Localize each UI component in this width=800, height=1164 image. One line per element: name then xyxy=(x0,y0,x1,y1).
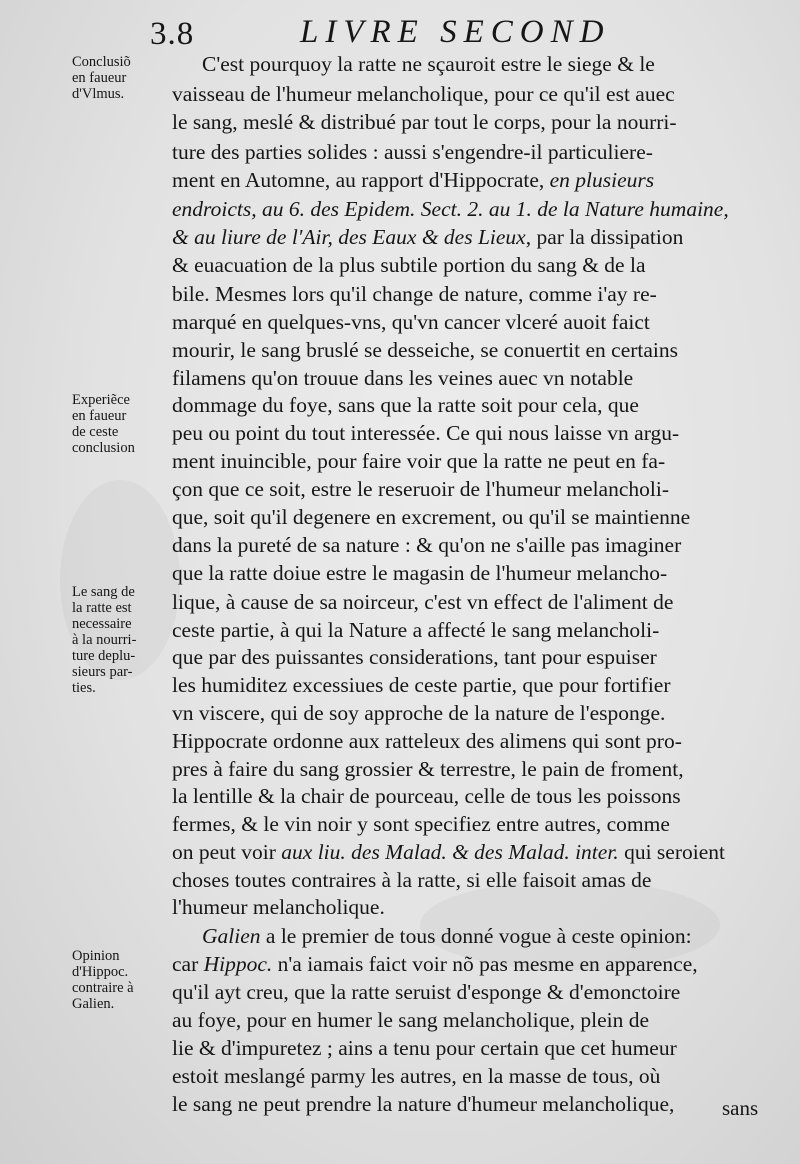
margin-note-line: d'Vlmus. xyxy=(72,86,125,102)
margin-note-line: sieurs par- xyxy=(72,664,133,680)
roman-segment: ment en Automne, au rapport d'Hippocrate, xyxy=(172,168,550,192)
text-line: vn viscere, qui de soy approche de la nature de l'esponge. xyxy=(172,701,666,725)
text-line: fermes, & le vin noir y sont specifiez entre autres, comme xyxy=(172,812,670,836)
roman-segment: qui seroient xyxy=(618,840,725,864)
catchword: sans xyxy=(722,1096,759,1120)
text-line: ture des parties solides : aussi s'engendre-il particuliere- xyxy=(172,140,653,164)
text-line: ment inuincible, pour faire voir que la ratte ne peut en fa- xyxy=(172,449,666,473)
text-line xyxy=(172,842,725,864)
text-line: peu ou point du tout interessée. Ce qui nous laisse vn argu- xyxy=(172,421,680,445)
italic-segment: Galien xyxy=(202,924,261,948)
page-number: 3.8 xyxy=(150,16,195,52)
margin-note-line: conclusion xyxy=(72,440,135,456)
margin-note-line: ture deplu- xyxy=(72,648,136,664)
italic-segment: endroicts, au 6. des Epidem. Sect. 2. au 1. de la Nature humaine, xyxy=(172,197,729,221)
margin-note-line: en faueur xyxy=(72,408,127,424)
text-line: les humiditez excessiues de ceste partie, que pour fortifier xyxy=(172,673,671,697)
margin-note-line: la ratte est xyxy=(72,600,132,616)
text-line xyxy=(172,199,729,221)
italic-segment: aux liu. des Malad. & des Malad. inter. xyxy=(281,840,619,864)
text-line: que la ratte doiue estre le magasin de l'humeur melancho- xyxy=(172,561,668,585)
text-line: ceste partie, à qui la Nature a affecté le sang melancholi- xyxy=(172,618,660,642)
text-line xyxy=(202,926,692,948)
text-line: vaisseau de l'humeur melancholique, pour ce qu'il est auec xyxy=(172,82,675,106)
italic-segment: Hippoc. xyxy=(203,952,273,976)
text-line: estoit meslangé parmy les autres, en la masse de tous, où xyxy=(172,1064,661,1088)
text-line: mourir, le sang bruslé se desseiche, se conuertit en certains xyxy=(172,338,679,362)
margin-note-line: Opinion xyxy=(72,948,120,964)
italic-segment: & au liure de l'Air, des Eaux & des Lieux xyxy=(172,225,526,249)
text-line: bile. Mesmes lors qu'il change de nature, comme i'ay re- xyxy=(172,282,657,306)
margin-note-line: necessaire xyxy=(72,616,132,632)
margin-note-line: d'Hippoc. xyxy=(72,964,129,980)
margin-note-line: contraire à xyxy=(72,980,134,996)
margin-note-line: en faueur xyxy=(72,70,127,86)
margin-note-line: Galien. xyxy=(72,996,115,1012)
text-line xyxy=(172,954,698,976)
text-line: lique, à cause de sa noirceur, c'est vn effect de l'aliment de xyxy=(172,590,674,614)
text-line: le sang ne peut prendre la nature d'humeur melancholique, xyxy=(172,1092,675,1116)
margin-note-line: Conclusiõ xyxy=(72,54,131,70)
text-line: çon que ce soit, estre le reseruoir de l'humeur melancholi- xyxy=(172,477,669,501)
text-line: l'humeur melancholique. xyxy=(172,895,385,919)
italic-segment: en plusieurs xyxy=(549,168,655,192)
margin-note-line: Experiẽce xyxy=(72,392,130,408)
text-line: pres à faire du sang grossier & terrestre, le pain de froment, xyxy=(172,757,684,781)
roman-segment: car xyxy=(172,952,204,976)
text-line: le sang, meslé & distribué par tout le corps, pour la nourri- xyxy=(172,110,677,134)
text-line: choses toutes contraires à la ratte, si elle faisoit amas de xyxy=(172,868,652,892)
margin-note xyxy=(72,392,167,456)
margin-note-line: à la nourri- xyxy=(72,632,137,648)
margin-note xyxy=(72,584,167,696)
text-line xyxy=(172,170,654,192)
text-line: filamens qu'on trouue dans les veines auec vn notable xyxy=(172,366,634,390)
roman-segment: a le premier de tous donné vogue à ceste opinion: xyxy=(260,924,692,948)
roman-segment: n'a iamais faict voir nõ pas mesme en apparence, xyxy=(272,952,698,976)
text-line: au foye, pour en humer le sang melancholique, plein de xyxy=(172,1008,650,1032)
margin-note-line: ties. xyxy=(72,680,96,696)
text-line: qu'il ayt creu, que la ratte seruist d'esponge & d'emonctoire xyxy=(172,980,681,1004)
text-line: que, soit qu'il degenere en excrement, ou qu'il se maintienne xyxy=(172,505,691,529)
margin-note xyxy=(72,54,167,102)
margin-note-line: de ceste xyxy=(72,424,119,440)
text-line: lie & d'impuretez ; ains a tenu pour certain que cet humeur xyxy=(172,1036,677,1060)
roman-segment: on peut voir xyxy=(172,840,282,864)
text-line: Hippocrate ordonne aux ratteleux des alimens qui sont pro- xyxy=(172,729,682,753)
roman-segment: , par la dissipation xyxy=(525,225,684,249)
text-line: & euacuation de la plus subtile portion du sang & de la xyxy=(172,253,646,277)
text-line: marqué en quelques-vns, qu'vn cancer vlceré auoit faict xyxy=(172,310,650,334)
text-line: dans la pureté de sa nature : & qu'on ne s'aille pas imaginer xyxy=(172,533,682,557)
text-line: que par des puissantes considerations, tant pour espuiser xyxy=(172,645,657,669)
text-line: C'est pourquoy la ratte ne sçauroit estre le siege & le xyxy=(202,52,655,76)
margin-note-line: Le sang de xyxy=(72,584,135,600)
running-head: LIVRE SECOND xyxy=(300,14,611,50)
text-line: dommage du foye, sans que la ratte soit pour cela, que xyxy=(172,393,639,417)
margin-note xyxy=(72,948,167,1012)
text-line: la lentille & la chair de pourceau, celle de tous les poissons xyxy=(172,784,681,808)
text-line xyxy=(172,227,683,249)
